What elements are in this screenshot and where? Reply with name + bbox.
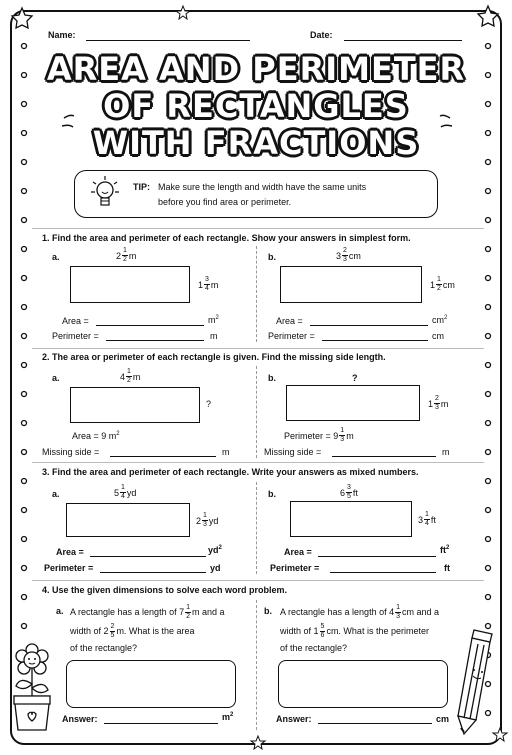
name-label: Name:	[48, 30, 76, 40]
perimeter-answer-field[interactable]	[322, 340, 428, 341]
name-field[interactable]	[86, 40, 250, 41]
question-3: 3. Find the area and perimeter of each rectangle. Write your answers as mixed numbers.	[42, 467, 419, 477]
title-line-3: WITH FRACTIONS	[92, 124, 420, 162]
s1-b-length: 3 $\frac{2}{3}$ cm	[336, 247, 361, 263]
rectangle	[70, 266, 190, 303]
unit: $m^2$	[208, 315, 219, 325]
s3-b-width: 3 $\frac{1}{4}$ ft	[418, 511, 436, 527]
unit: cm	[432, 331, 444, 341]
unit: m	[442, 447, 450, 457]
date-field[interactable]	[344, 40, 462, 41]
rectangle	[66, 503, 190, 537]
s4-a-line-3: of the rectangle?	[70, 643, 138, 653]
flower-pot-icon	[6, 638, 58, 738]
question-1: 1. Find the area and perimeter of each rectangle. Show your answers in simplest form.	[42, 233, 411, 243]
unit: yd	[210, 563, 221, 573]
answer-label: Answer:	[62, 714, 98, 724]
answer-field[interactable]	[318, 723, 432, 724]
perimeter-answer-field[interactable]	[106, 340, 204, 341]
missing-length: ?	[352, 373, 358, 383]
s4-a-line-1: A rectangle has a length of 7 $\frac{1}{2}$ m and a	[70, 604, 225, 620]
area-answer-field[interactable]	[90, 556, 206, 557]
date-label: Date:	[310, 30, 333, 40]
rectangle	[290, 501, 412, 537]
s3-a-length: 5 $\frac{1}{4}$ yd	[114, 484, 137, 500]
s2-a-letter: a.	[52, 373, 60, 383]
s4-b-letter: b.	[264, 606, 272, 616]
perimeter-answer-field[interactable]	[330, 572, 436, 573]
perimeter-label: Perimeter =	[44, 563, 94, 573]
work-box[interactable]	[66, 660, 236, 708]
missing-width: ?	[206, 399, 212, 409]
rectangle	[280, 266, 422, 303]
s3-a-width: 2 $\frac{1}{3}$ yd	[196, 512, 219, 528]
given-perimeter: Perimeter = 9 $\frac{1}{3}$ m	[284, 427, 354, 443]
tip-text-2: before you find area or perimeter.	[158, 197, 292, 207]
s3-b-letter: b.	[268, 489, 276, 499]
missing-side-label: Missing side =	[42, 447, 100, 457]
tip-box	[74, 170, 438, 218]
missing-side-field[interactable]	[110, 456, 216, 457]
unit: cm	[436, 714, 450, 724]
s4-b-line-3: of the rectangle?	[280, 643, 348, 653]
s4-b-line-2: width of 1 $\frac{5}{6}$ cm. What is the perimeter	[280, 623, 429, 639]
s1-a-letter: a.	[52, 252, 60, 262]
s2-b-width: 1 $\frac{2}{3}$ m	[428, 395, 449, 411]
area-answer-field[interactable]	[310, 325, 428, 326]
rectangle	[70, 387, 200, 423]
s4-b-line-1: A rectangle has a length of 4 $\frac{1}{3}$ cm and a	[280, 604, 440, 620]
pencil-icon	[456, 628, 508, 738]
area-label: Area =	[284, 547, 312, 557]
perimeter-label: Perimeter =	[52, 331, 99, 341]
unit: m	[222, 447, 230, 457]
title-line-1: AREA AND PERIMETER	[46, 50, 466, 88]
s1-b-width: 1 $\frac{1}{2}$ cm	[430, 276, 455, 292]
area-label: Area =	[56, 547, 84, 557]
perimeter-label: Perimeter =	[268, 331, 315, 341]
question-2: 2. The area or perimeter of each rectangle is given. Find the missing side length.	[42, 352, 386, 362]
unit: $m^2$	[222, 712, 234, 722]
area-label: Area =	[62, 316, 89, 326]
perimeter-answer-field[interactable]	[100, 572, 206, 573]
s4-a-letter: a.	[56, 606, 64, 616]
unit: ft	[444, 563, 450, 573]
lightbulb-icon	[88, 172, 122, 218]
s4-a-line-2: width of 2 $\frac{2}{5}$ m. What is the area	[70, 623, 195, 639]
rectangle	[286, 385, 420, 421]
missing-side-label: Missing side =	[264, 447, 322, 457]
title-line-2: OF RECTANGLES	[103, 87, 409, 125]
given-area: Area = 9 $m^2$	[72, 431, 120, 441]
s1-a-length: 2 $\frac{1}{2}$ m	[116, 247, 137, 263]
question-4: 4. Use the given dimensions to solve each word problem.	[42, 585, 288, 595]
perimeter-label: Perimeter =	[270, 563, 320, 573]
s3-b-length: 6 $\frac{3}{5}$ ft	[340, 484, 358, 500]
tip-label: TIP:	[133, 182, 150, 192]
unit: m	[210, 331, 218, 341]
unit: $cm^2$	[432, 315, 448, 325]
area-answer-field[interactable]	[96, 325, 204, 326]
missing-side-field[interactable]	[332, 456, 436, 457]
s2-a-length: 4 $\frac{1}{2}$ m	[120, 368, 141, 384]
s1-a-width: 1 $\frac{3}{4}$ m	[198, 276, 219, 292]
answer-label: Answer:	[276, 714, 312, 724]
s2-b-letter: b.	[268, 373, 276, 383]
s1-b-letter: b.	[268, 252, 276, 262]
work-box[interactable]	[278, 660, 448, 708]
tip-text-1: Make sure the length and width have the same units	[158, 182, 367, 192]
unit: $ft^2$	[440, 545, 450, 555]
unit: $yd^2$	[208, 545, 222, 555]
answer-field[interactable]	[104, 723, 218, 724]
area-label: Area =	[276, 316, 303, 326]
s3-a-letter: a.	[52, 489, 60, 499]
area-answer-field[interactable]	[318, 556, 436, 557]
